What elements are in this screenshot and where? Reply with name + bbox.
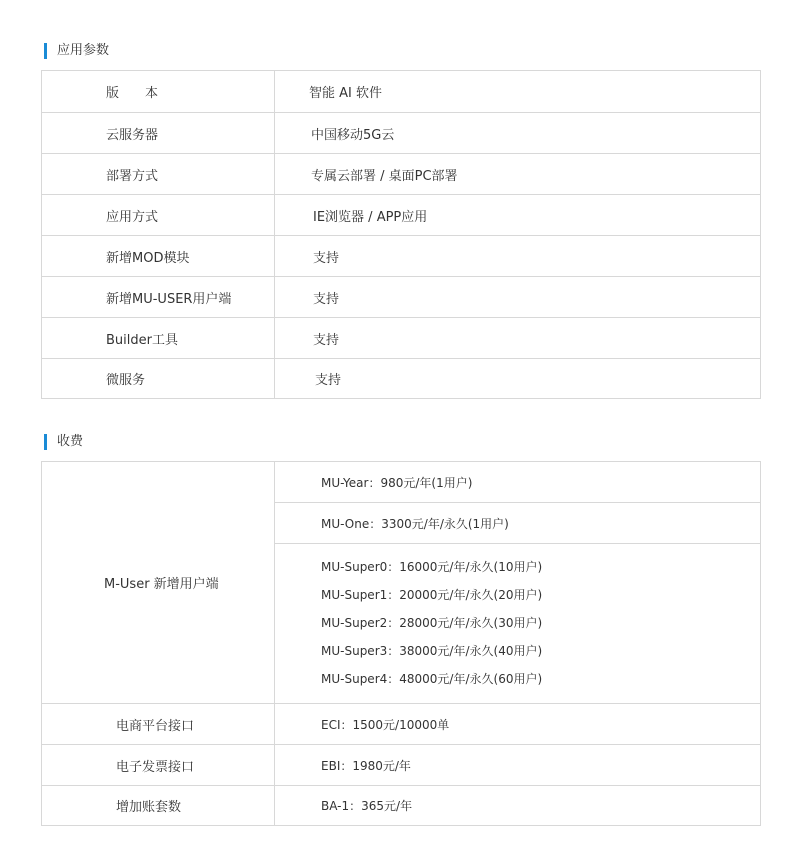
param-label: 版 本 [106,86,159,101]
param-label: 新增MU-USER用户端 [106,291,232,307]
fee-label: 电商平台接口 [116,718,195,734]
table-row [42,276,760,317]
param-value: 支持 [274,318,760,358]
muser-plans [274,462,760,703]
plan-item: MU-Super3：38000元/年/永久(40用户) [321,644,543,658]
plan-item: MU-One：3300元/年/永久(1用户) [321,517,509,531]
section-title-fees: 收费 [44,434,83,450]
param-value: 专属云部署 / 桌面PC部署 [274,154,760,194]
param-label: 部署方式 [106,168,159,184]
param-label: Builder工具 [106,332,178,348]
divider [275,502,761,503]
params-table [41,70,761,399]
table-row [42,703,760,744]
fee-value: ECI：1500元/10000单 [274,704,760,744]
param-value: 中国移动5G云 [274,113,760,153]
param-value: IE浏览器 / APP应用 [274,195,760,235]
fee-value: EBI：1980元/年 [274,745,760,785]
plan-item: MU-Super4：48000元/年/永久(60用户) [321,672,543,686]
param-label: 云服务器 [106,127,159,143]
table-row [42,744,760,785]
param-value: 支持 [274,236,760,276]
table-row [42,235,760,276]
divider [275,543,761,544]
table-row-muser [42,462,760,703]
table-row [42,317,760,358]
plan-item: MU-Super2：28000元/年/永久(30用户) [321,616,543,630]
table-row [42,194,760,235]
param-value: 支持 [274,359,760,398]
table-row [42,71,760,112]
fee-value: BA-1：365元/年 [274,786,760,825]
plan-item: MU-Year：980元/年(1用户) [321,476,473,490]
muser-label: M-User 新增用户端 [104,577,219,592]
fee-label: 增加账套数 [116,800,182,815]
plan-item: MU-Super0：16000元/年/永久(10用户) [321,560,543,574]
section-title-params: 应用参数 [44,43,109,59]
param-value: 支持 [274,277,760,317]
param-value: 智能 AI 软件 [274,71,760,112]
plan-item: MU-Super1：20000元/年/永久(20用户) [321,588,543,602]
param-label: 微服务 [106,373,146,388]
table-row [42,153,760,194]
table-row [42,358,760,398]
table-row [42,112,760,153]
table-row [42,785,760,825]
fees-table [41,461,761,826]
param-label: 新增MOD模块 [106,250,190,266]
fee-label: 电子发票接口 [116,759,195,775]
param-label: 应用方式 [106,209,159,225]
